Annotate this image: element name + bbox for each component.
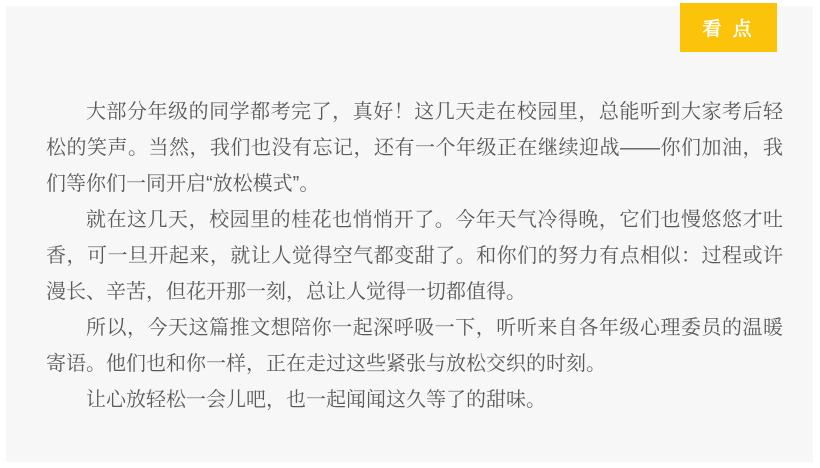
- paragraph: 所以，今天这篇推文想陪你一起深呼吸一下，听听来自各年级心理委员的温暖寄语。他们也和你一样，正在走过这些紧张与放松交织的时刻。: [46, 317, 783, 375]
- paragraph: 让心放轻松一会儿吧，也一起闻闻这久等了的甜味。: [86, 389, 546, 411]
- highlights-badge: 看 点: [680, 3, 777, 52]
- article-body: [46, 94, 783, 418]
- paragraph: 就在这几天，校园里的桂花也悄悄开了。今年天气冷得晚，它们也慢悠悠才吐香，可一旦开起来，就让人觉得空气都变甜了。和你们的努力有点相似：过程或许漫长、辛苦，但花开那一刻，总让人觉得一切都值得。: [46, 209, 783, 303]
- paragraph: 大部分年级的同学都考完了，真好！这几天走在校园里，总能听到大家考后轻松的笑声。当然，我们也没有忘记，还有一个年级正在继续迎战——你们加油，我们等你们一同开启“放松模式”。: [46, 101, 783, 195]
